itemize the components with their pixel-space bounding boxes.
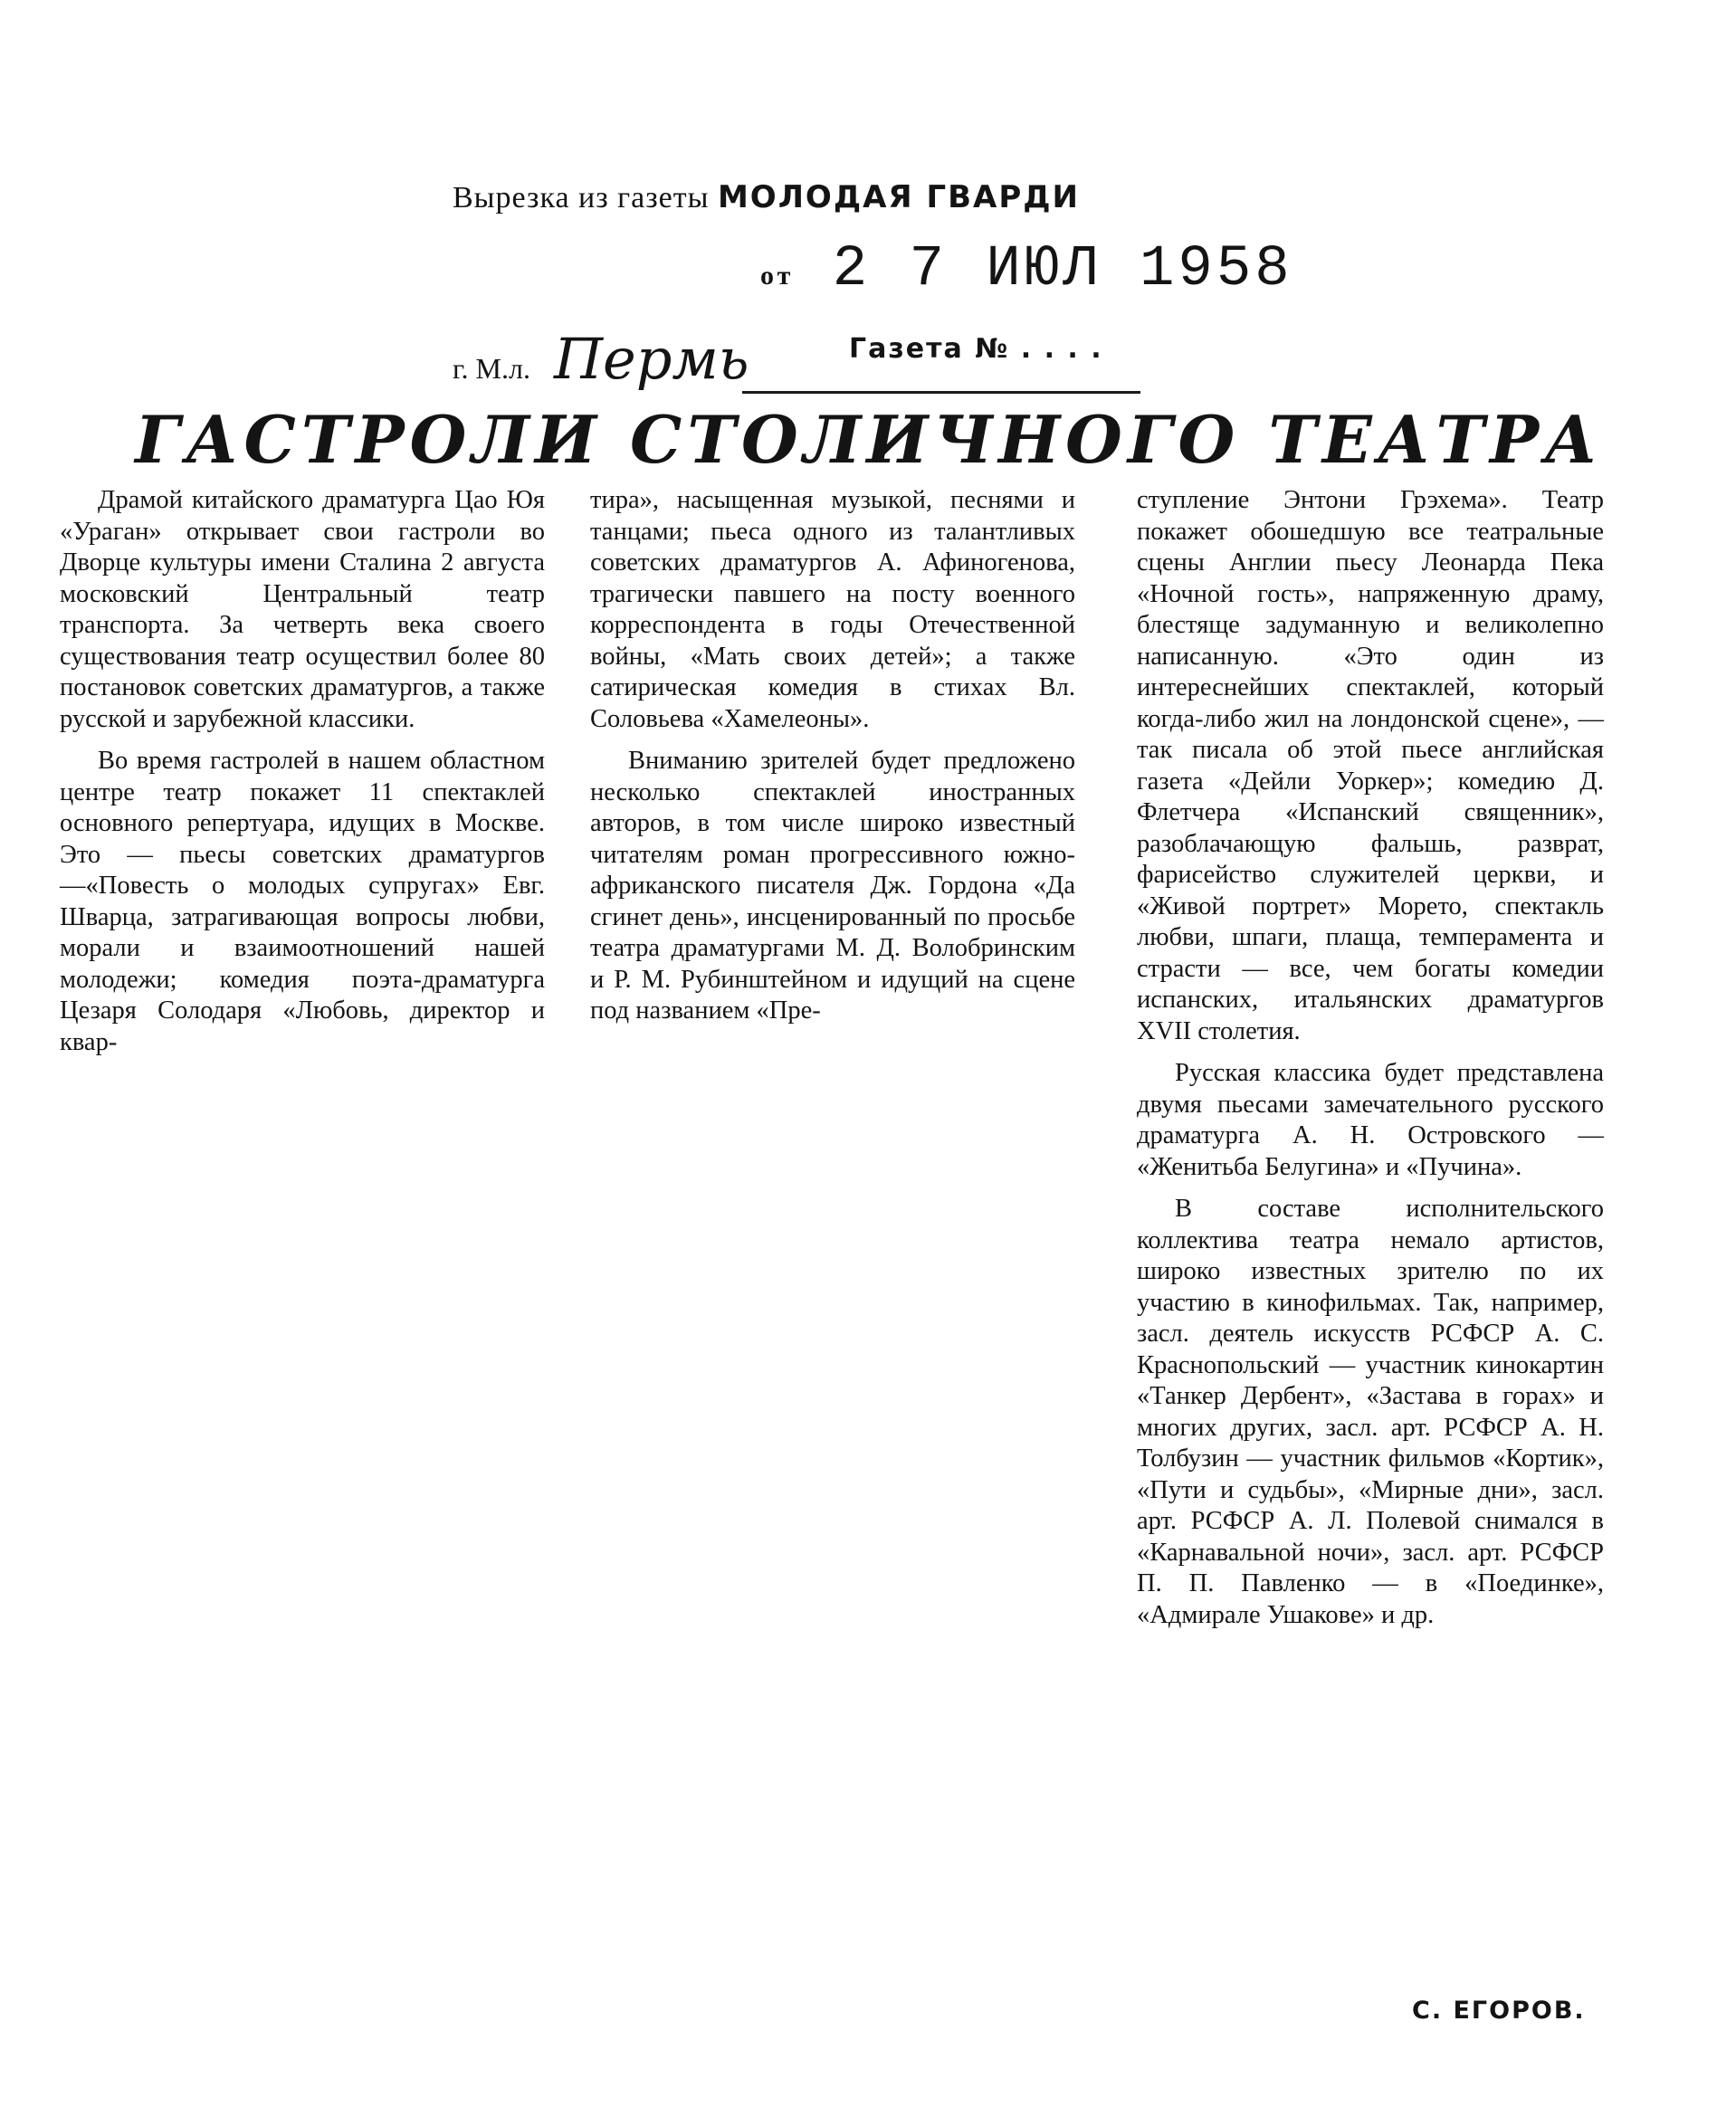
author-signature: С. ЕГОРОВ. bbox=[1412, 1997, 1586, 2025]
headline bbox=[135, 398, 1603, 481]
city-label: г. М.л. bbox=[453, 352, 530, 385]
header-rule bbox=[742, 391, 1140, 394]
column-2-paragraph-1: тира», насыщенная музыкой, песнями и танцами; пьеса одного из талантливых советских драматургов А. Афиногенова, трагически павшего на посту военного корреспондента в годы Отечественной войны, «Мать своих детей»; а также сатирическая комедия в стихах Вл. Соловьева «Хамелеоны». bbox=[590, 486, 1075, 733]
date-stamp bbox=[760, 237, 1293, 302]
column-3-paragraph-2: Русская классика будет представлена двумя пьесами замечательного русского драматурга А. Н. Островского — «Женитьба Белугина» и «Пучина». bbox=[1137, 1059, 1604, 1181]
article-column-1 bbox=[60, 485, 545, 1069]
newspaper-name: МОЛОДАЯ ГВАРДИ bbox=[717, 179, 1080, 215]
column-1-paragraph-1: Драмой китайского драматурга Цао Юя «Ураган» открывает свои гастроли во Дворце культуры имени Сталина 2 августа московский Центральный театр транспорта. За четверть века своего существования театр осуществил более 80 постановок советских драматургов, а также русской и зарубежной классики. bbox=[60, 486, 545, 733]
article-column-3 bbox=[1137, 485, 1604, 1642]
clipping-header-label bbox=[453, 179, 1140, 215]
gazeta-number: Газета № . . . . bbox=[849, 333, 1103, 365]
city-handwritten: Пермь bbox=[553, 326, 749, 392]
clipping-label: Вырезка из газеты bbox=[453, 181, 710, 215]
column-3-paragraph-3: В составе исполнительского коллектива театра немало артистов, широко известных зрителю по их участию в кинофильмах. Так, например, засл. деятель искусств РСФСР А. С. Краснопольский — участник кинокартин «Танкер Дербент», «Застава в горах» и многих других, засл. арт. РСФСР А. Н. Толбузин — участник фильмов «Кортик», «Пути и судьбы», «Мирные дни», засл. арт. РСФСР А. Л. Полевой снимался в «Карнавальной ночи», засл. арт. РСФСР П. П. Павленко — в «Поединке», «Адмирале Ушакове» и др. bbox=[1137, 1195, 1604, 1629]
column-1-paragraph-2: Во время гастролей в нашем областном центре театр покажет 11 спектаклей основного репертуара, идущих в Москве. Это — пьесы советских драматургов—«Повесть о молодых супругах» Евг. Шварца, затрагивающая вопросы любви, морали и взаимоотношений нашей молодежи; комедия поэта-драматурга Цезаря Солодаря «Любовь, директор и квар- bbox=[60, 747, 545, 1056]
date-prefix: от bbox=[760, 261, 795, 291]
headline-title: ГАСТРОЛИ СТОЛИЧНОГО ТЕАТРА bbox=[135, 401, 1603, 478]
column-3-paragraph-1: ступление Энтони Грэхема». Театр покажет обошедшую все театральные сцены Англии пьесу Леонарда Пека «Ночной гость», напряженную драму, блестяще задуманную и великолепно написанную. «Это один из интереснейших спектаклей, который когда-либо жил на лондонской сцене», — так писала об этой пьесе английская газета «Дейли Уоркер»; комедию Д. Флетчера «Испанский священник», разоблачающую фальшь, разврат, фарисейство служителей церкви, и «Живой портрет» Морето, спектакль любви, шпаги, плаща, темперамента и страсти — все, чем богаты комедии испанских, итальянских драматургов XVII столетия. bbox=[1137, 486, 1604, 1045]
article-column-2 bbox=[590, 485, 1075, 1038]
city-line bbox=[453, 326, 749, 392]
column-2-paragraph-2: Вниманию зрителей будет предложено несколько спектаклей иностранных авторов, в том числе широко известный читателям роман прогрессивного южно-африканского писателя Дж. Гордона «Да сгинет день», инсценированный по просьбе театра драматургами М. Д. Волобринским и Р. М. Рубинштейном и идущий на сцене под названием «Пре- bbox=[590, 747, 1075, 1025]
date-stamp-value: 2 7 ИЮЛ 1958 bbox=[832, 237, 1293, 302]
